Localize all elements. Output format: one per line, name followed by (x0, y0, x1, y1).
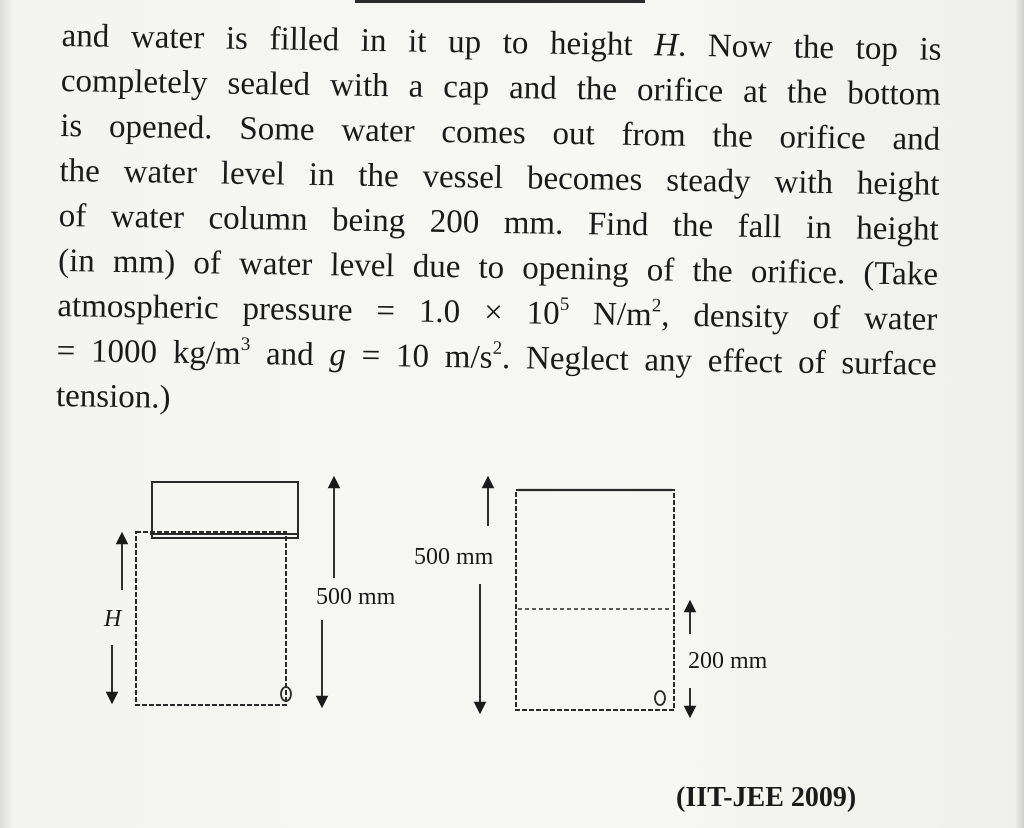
top-rule (355, 0, 645, 3)
vessel-diagram (0, 460, 1024, 730)
variable-h: H (653, 27, 679, 64)
right-vessel (516, 490, 674, 710)
problem-line-7: atmospheric pressure = $1.0 \times 10^5$ $N/m^2$, density of water (57, 287, 938, 338)
problem-line-3: is opened. Some water comes out from the orifice and (59, 107, 941, 158)
problem-text (56, 14, 962, 433)
vessel-figure-svg (0, 460, 1024, 730)
page-edge (1016, 0, 1024, 828)
problem-line-5: of water column being 200 mm. Find the fall in height (58, 197, 940, 248)
right-water-label: 200 mm (688, 648, 768, 674)
right-orifice-icon (655, 691, 665, 705)
problem-line-2: completely sealed with a cap and the orifice at the bottom (60, 62, 942, 113)
problem-line-4: the water level in the vessel becomes steady with height (59, 152, 940, 203)
left-height-label: H (104, 606, 122, 632)
problem-line-8: = 1000 $kg/m^3$ and g = 10 $m/s^2$. Neglect any effect of surface (56, 332, 937, 383)
problem-line-6: (in mm) of water level due to opening of the orifice. (Take (57, 242, 939, 293)
left-vessel-cap (152, 482, 298, 538)
variable-g: g (329, 337, 347, 374)
right-total-label: 500 mm (414, 544, 494, 570)
problem-line-9: tension.) (55, 377, 171, 416)
left-vessel-body (136, 532, 286, 705)
left-total-label: 500 mm (316, 584, 396, 610)
right-vessel-body (516, 490, 674, 710)
left-vessel (136, 482, 298, 705)
exam-source: (IIT-JEE 2009) (676, 782, 857, 813)
problem-line-1: and water is filled in it up to height H. Now the top is (61, 17, 942, 68)
